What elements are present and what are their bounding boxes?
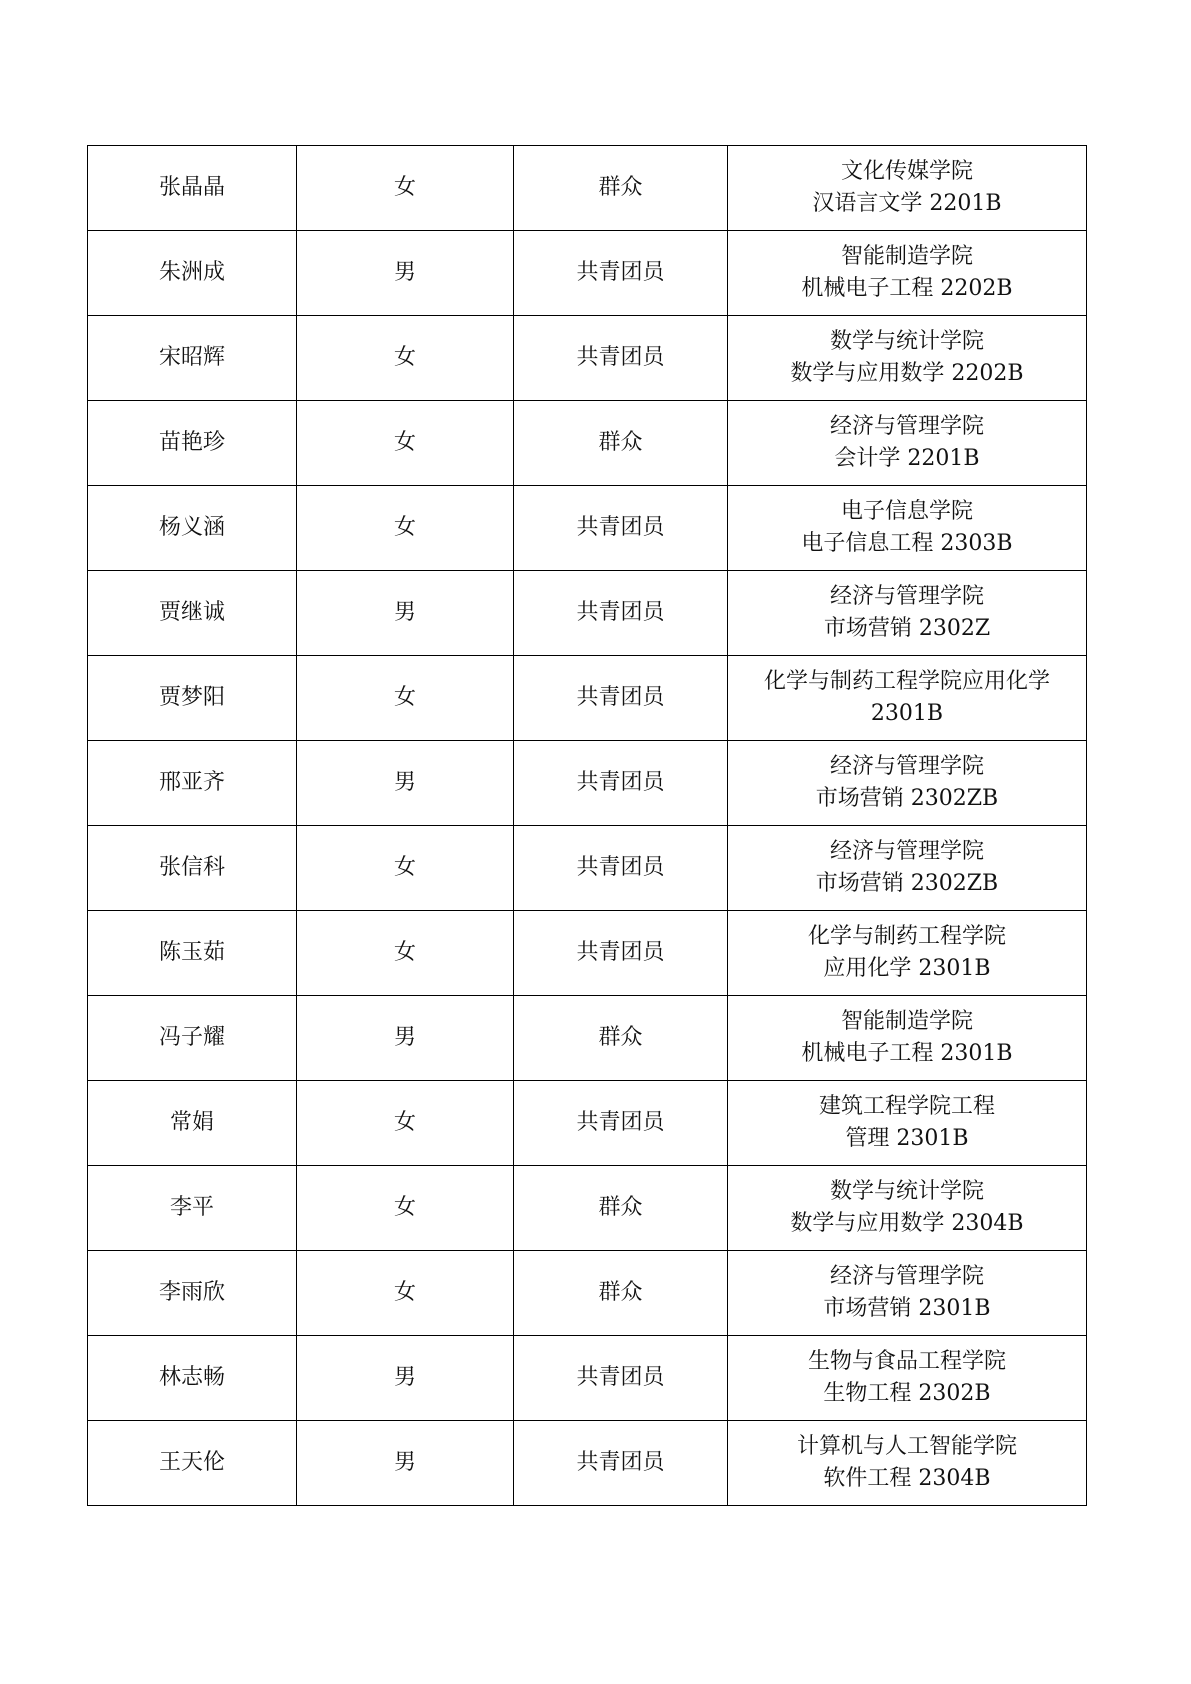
political-status-cell: 共青团员 [514, 231, 728, 316]
political-status-cell: 共青团员 [514, 486, 728, 571]
major-class: 生物工程 2302B [823, 1381, 991, 1406]
student-name-cell: 贾梦阳 [88, 656, 297, 741]
college-name: 经济与管理学院 [829, 584, 984, 609]
college-class-cell [728, 1421, 1087, 1506]
gender-cell: 男 [297, 231, 514, 316]
major-class: 市场营销 2302ZB [815, 786, 999, 811]
gender-cell: 女 [297, 911, 514, 996]
gender-cell: 女 [297, 401, 514, 486]
college-name: 智能制造学院 [840, 1009, 973, 1034]
political-status-cell: 共青团员 [514, 826, 728, 911]
major-class: 机械电子工程 2202B [801, 276, 1013, 301]
gender-cell: 女 [297, 656, 514, 741]
major-class: 应用化学 2301B [823, 956, 991, 981]
student-name-cell: 常娟 [88, 1081, 297, 1166]
political-status-cell: 群众 [514, 401, 728, 486]
college-class-cell [728, 486, 1087, 571]
college-class-cell [728, 1081, 1087, 1166]
gender-cell: 女 [297, 1251, 514, 1336]
college-class-cell [728, 571, 1087, 656]
college-name: 化学与制药工程学院 [807, 924, 1006, 949]
table-row [88, 486, 1087, 571]
college-name: 经济与管理学院 [829, 414, 984, 439]
student-name-cell: 贾继诚 [88, 571, 297, 656]
table-row [88, 1421, 1087, 1506]
college-name: 数学与统计学院 [829, 1179, 984, 1204]
table-row [88, 1251, 1087, 1336]
student-name-cell: 邢亚齐 [88, 741, 297, 826]
political-status-cell: 群众 [514, 146, 728, 231]
gender-cell: 女 [297, 146, 514, 231]
table-row [88, 231, 1087, 316]
table-row [88, 316, 1087, 401]
college-name: 经济与管理学院 [829, 1264, 984, 1289]
student-name-cell: 李雨欣 [88, 1251, 297, 1336]
political-status-cell: 共青团员 [514, 316, 728, 401]
gender-cell: 女 [297, 316, 514, 401]
gender-cell: 女 [297, 486, 514, 571]
student-name-cell: 苗艳珍 [88, 401, 297, 486]
student-name-cell: 冯子耀 [88, 996, 297, 1081]
political-status-cell: 共青团员 [514, 1081, 728, 1166]
college-class-cell [728, 401, 1087, 486]
roster-body [88, 146, 1087, 1506]
college-name: 数学与统计学院 [829, 329, 984, 354]
table-row [88, 1166, 1087, 1251]
political-status-cell: 共青团员 [514, 1421, 728, 1506]
table-row [88, 741, 1087, 826]
college-name: 经济与管理学院 [829, 839, 984, 864]
student-name-cell: 杨义涵 [88, 486, 297, 571]
major-class: 汉语言文学 2201B [812, 191, 1002, 216]
college-class-cell [728, 316, 1087, 401]
gender-cell: 男 [297, 996, 514, 1081]
student-name-cell: 王天伦 [88, 1421, 297, 1506]
student-name-cell: 宋昭辉 [88, 316, 297, 401]
college-class-cell [728, 231, 1087, 316]
college-class-cell [728, 656, 1087, 741]
table-row [88, 1336, 1087, 1421]
student-name-cell: 朱洲成 [88, 231, 297, 316]
political-status-cell: 群众 [514, 996, 728, 1081]
student-roster-table [87, 145, 1087, 1506]
gender-cell: 男 [297, 571, 514, 656]
political-status-cell: 共青团员 [514, 571, 728, 656]
major-class: 电子信息工程 2303B [801, 531, 1013, 556]
college-class-cell [728, 996, 1087, 1081]
major-class: 软件工程 2304B [823, 1466, 991, 1491]
gender-cell: 女 [297, 1166, 514, 1251]
table-row [88, 146, 1087, 231]
college-name: 建筑工程学院工程 [818, 1094, 995, 1119]
gender-cell: 女 [297, 826, 514, 911]
major-class: 数学与应用数学 2202B [790, 361, 1024, 386]
college-class-cell [728, 146, 1087, 231]
college-class-cell [728, 1336, 1087, 1421]
college-class-cell [728, 1166, 1087, 1251]
major-class: 2301B [870, 701, 944, 726]
college-name: 经济与管理学院 [829, 754, 984, 779]
college-name: 智能制造学院 [840, 244, 973, 269]
political-status-cell: 群众 [514, 1251, 728, 1336]
table-row [88, 656, 1087, 741]
student-name-cell: 张信科 [88, 826, 297, 911]
table-row [88, 401, 1087, 486]
major-class: 管理 2301B [845, 1126, 969, 1151]
political-status-cell: 共青团员 [514, 741, 728, 826]
college-class-cell [728, 826, 1087, 911]
table-row [88, 911, 1087, 996]
gender-cell: 男 [297, 741, 514, 826]
gender-cell: 男 [297, 1421, 514, 1506]
major-class: 机械电子工程 2301B [801, 1041, 1013, 1066]
table-row [88, 826, 1087, 911]
student-name-cell: 李平 [88, 1166, 297, 1251]
major-class: 市场营销 2302ZB [815, 871, 999, 896]
major-class: 市场营销 2301B [823, 1296, 991, 1321]
student-name-cell: 林志畅 [88, 1336, 297, 1421]
college-name: 化学与制药工程学院应用化学 [763, 669, 1050, 694]
college-class-cell [728, 741, 1087, 826]
college-class-cell [728, 911, 1087, 996]
political-status-cell: 群众 [514, 1166, 728, 1251]
table-row [88, 1081, 1087, 1166]
major-class: 市场营销 2302Z [823, 616, 991, 641]
college-name: 计算机与人工智能学院 [796, 1434, 1017, 1459]
political-status-cell: 共青团员 [514, 911, 728, 996]
college-name: 文化传媒学院 [840, 159, 973, 184]
college-class-cell [728, 1251, 1087, 1336]
major-class: 会计学 2201B [834, 446, 980, 471]
college-name: 电子信息学院 [840, 499, 973, 524]
political-status-cell: 共青团员 [514, 1336, 728, 1421]
political-status-cell: 共青团员 [514, 656, 728, 741]
major-class: 数学与应用数学 2304B [790, 1211, 1024, 1236]
gender-cell: 男 [297, 1336, 514, 1421]
gender-cell: 女 [297, 1081, 514, 1166]
student-name-cell: 张晶晶 [88, 146, 297, 231]
table-row [88, 996, 1087, 1081]
table-row [88, 571, 1087, 656]
college-name: 生物与食品工程学院 [807, 1349, 1006, 1374]
student-name-cell: 陈玉茹 [88, 911, 297, 996]
